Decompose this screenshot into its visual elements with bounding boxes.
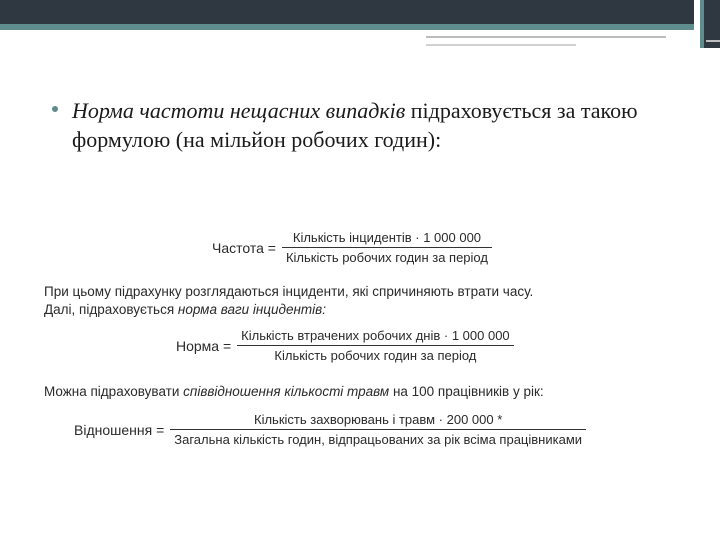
header-rule (426, 44, 576, 46)
header-corner-accent (700, 0, 704, 48)
note-italic: норма ваги інцидентів: (177, 302, 326, 317)
fraction (282, 230, 492, 265)
fraction (237, 328, 513, 363)
fraction (170, 412, 586, 447)
frequency-formula (212, 230, 492, 265)
note-line: При цьому підрахунку розглядаються інциденти, які спричиняють втрати часу. (44, 284, 534, 299)
note-line (44, 384, 544, 399)
severity-formula (176, 328, 514, 363)
fraction-numerator: Кількість втрачених робочих днів · 1 000 000 (241, 328, 510, 343)
bullet-italic-term: Норма частоти нещасних випадків (72, 98, 406, 123)
formula-scan (40, 222, 680, 472)
header-bar (0, 0, 694, 24)
note-suffix: на 100 працівників у рік: (389, 384, 544, 399)
note-italic: співвідношення кількості травм (183, 384, 390, 399)
fraction-numerator: Кількість захворювань і травм · 200 000 * (254, 412, 503, 427)
note-prefix: Можна підраховувати (44, 384, 184, 399)
ratio-formula (74, 412, 586, 447)
formula-lhs: Відношення = (74, 421, 165, 438)
fraction-numerator: Кількість інцидентів · 1 000 000 (292, 230, 482, 245)
bullet-rest: підраховується за такою формулою (на мільйон робочих годин): (72, 98, 638, 152)
note-line (44, 302, 326, 317)
header-rule (706, 40, 720, 42)
header-accent-stripe (0, 24, 694, 30)
fraction-denominator: Загальна кількість годин, відпрацьованих за рік всіма працівниками (174, 432, 583, 447)
formula-lhs: Норма = (176, 337, 232, 354)
formula-lhs: Частота = (212, 239, 276, 256)
bullet-text (72, 96, 672, 154)
fraction-denominator: Кількість робочих годин за період (274, 348, 477, 363)
note-prefix: Далі, підраховується (44, 302, 178, 317)
fraction-denominator: Кількість робочих годин за період (285, 250, 488, 265)
bullet-paragraph (52, 96, 672, 154)
bullet-icon (52, 106, 58, 112)
header-rule (426, 36, 666, 38)
